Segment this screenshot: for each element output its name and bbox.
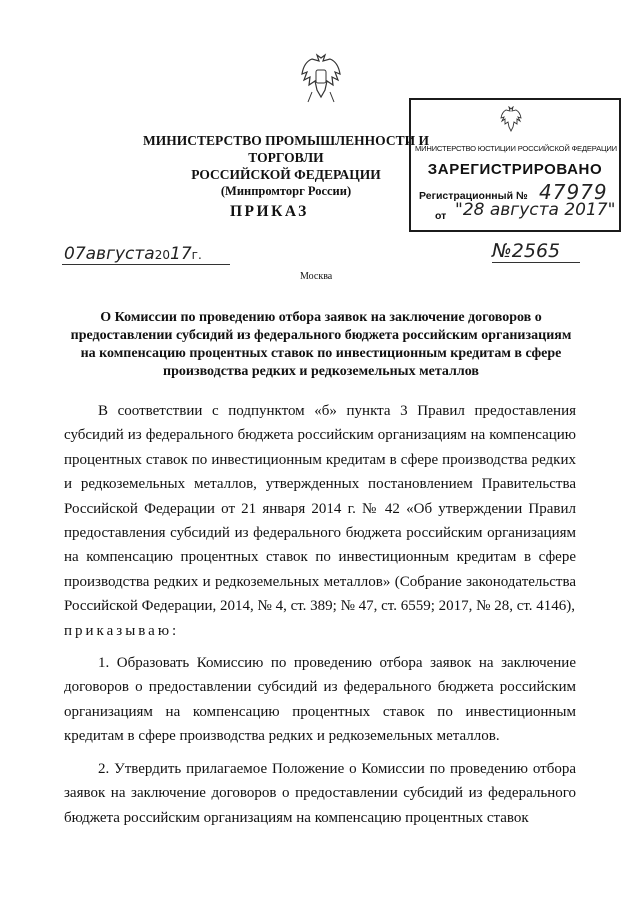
signing-date-year-prefix: 20 [154, 248, 171, 262]
item-2-paragraph: 2. Утвердить прилагаемое Положение о Комиссии по проведению отбора заявок на заключение договоров о предоставлении субсидий из федерального бюджета российским организациям на компенсацию процентных ставок [64, 760, 576, 826]
order-title: ПРИКАЗ [230, 203, 309, 220]
number-underline [492, 262, 580, 263]
signing-date-day-month: 07августа [64, 244, 155, 264]
stamp-emblem-icon [499, 106, 523, 132]
stamp-date-label: от [435, 210, 447, 222]
order-word: приказываю: [64, 622, 180, 639]
signing-date-suffix: г. [191, 248, 202, 262]
state-emblem-icon [298, 52, 344, 104]
registration-stamp [409, 98, 621, 232]
stamp-registered: ЗАРЕГИСТРИРОВАНО [427, 161, 603, 178]
ministry-short-name: (Минпромторг России) [220, 184, 352, 198]
city: Москва [300, 271, 333, 282]
stamp-number-label: Регистрационный № [419, 190, 528, 202]
item-1-paragraph: 1. Образовать Комиссию по проведению отбора заявок на заключение договоров о предоставлении субсидий из федерального бюджета российским организациям на компенсацию процентных ставок по инвестиционным кредитам в сфере производства редких и редкоземельных металлов. [64, 655, 576, 745]
preamble-paragraph: В соответствии с подпунктом «б» пункта 3 Правил предоставления субсидий из федерального бюджета российским организациям на компенсацию процентных ставок по инвестиционным кредитам в сфере производства редких и редкоземельных металлов, утвержденных постановлением Правительства Российской Федерации от 21 января 2014 г. № 42 «Об утверждении Правил предоставления субсидий из федерального бюджета российским организациям на компенсацию процентных ставок по инвестиционным кредитам в сфере производства редких и редкоземельных металлов» (Собрание законодательства Российской Федерации, 2014, № 4, ст. 389; № 47, ст. 6559; 2017, № 28, ст. 4146), [64, 403, 576, 615]
stamp-number-value: 47979 [539, 180, 608, 204]
ministry-block [140, 132, 432, 200]
document-body [64, 399, 576, 830]
order-word-paragraph [64, 619, 576, 643]
stamp-date-value: "28 августа 2017" [455, 200, 616, 220]
date-underline [62, 264, 230, 265]
signing-date [64, 244, 202, 264]
ministry-name-line1: МИНИСТЕРСТВО ПРОМЫШЛЕННОСТИ И ТОРГОВЛИ [143, 133, 429, 165]
ministry-name-line2: РОССИЙСКОЙ ФЕДЕРАЦИИ [191, 167, 381, 182]
order-number: №2565 [492, 240, 561, 262]
document-heading: О Комиссии по проведению отбора заявок на заключение договоров о предоставлении субсидий из федерального бюджета российским организациям на компенсацию процентных ставок по инвестиционным кредитам в сфере производства редких и редкоземельных металлов [70, 310, 572, 379]
signing-date-year: 17 [170, 244, 192, 264]
stamp-ministry: МИНИСТЕРСТВО ЮСТИЦИИ РОССИЙСКОЙ ФЕДЕРАЦИИ [415, 144, 617, 153]
